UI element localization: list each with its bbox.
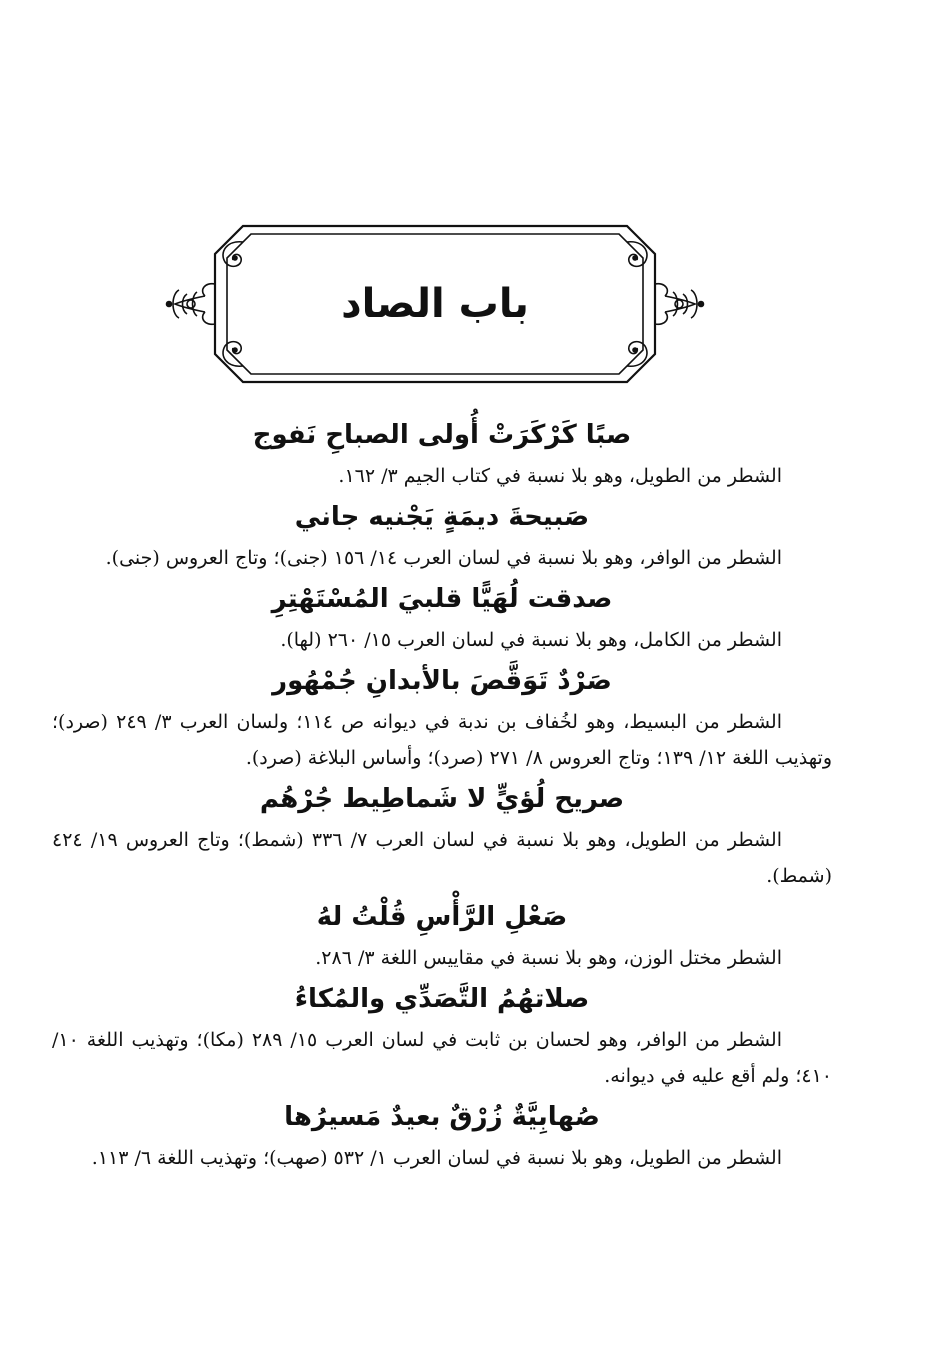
entry <box>52 658 832 776</box>
verse-line: صَبيحةَ ديمَةٍ يَجْنيه جاني <box>294 502 590 532</box>
entry <box>52 494 832 576</box>
chapter-title-frame <box>165 224 705 384</box>
verse-note: الشطر من الطويل، وهو بلا نسبة في كتاب الجيم ٣/ ١٦٢. <box>338 465 782 487</box>
entry <box>52 894 832 976</box>
verse-line: صدقت لُهَيًّا قلبيَ المُسْتَهْتِرِ <box>271 584 613 614</box>
verse-line: صبًا كَرْكَرَتْ أُولى الصباحِ نَفوج <box>252 420 632 450</box>
verse-note: الشطر من الطويل، وهو بلا نسبة في لسان العرب ٧/ ٣٣٦ (شمط)؛ وتاج العروس ١٩/ ٤٢٤ (شمط). <box>52 829 832 887</box>
entries-list <box>52 412 832 1176</box>
verse-note: الشطر من الوافر، وهو بلا نسبة في لسان العرب ١٤/ ١٥٦ (جنى)؛ وتاج العروس (جنى). <box>105 547 782 569</box>
verse-line: صلاتهُمُ التَّصَدِّي والمُكاءُ <box>294 984 590 1014</box>
entry <box>52 776 832 894</box>
entry <box>52 576 832 658</box>
verse-line: صَعْلِ الرَّأْسِ قُلْتُ لهُ <box>316 902 568 932</box>
verse-note: الشطر من البسيط، وهو لخُفاف بن ندبة في ديوانه ص ١١٤؛ ولسان العرب ٣/ ٢٤٩ (صرد)؛ وتهذيب اللغة ١٢/ ١٣٩؛ وتاج العروس ٨/ ٢٧١ (صرد)؛ وأساس البلاغة (صرد). <box>52 711 832 769</box>
verse-line: صَرْدٌ تَوَقَّصَ بالأبدانِ جُمْهُور <box>272 666 612 696</box>
entry <box>52 1094 832 1176</box>
verse-note: الشطر من الكامل، وهو بلا نسبة في لسان العرب ١٥/ ٢٦٠ (لها). <box>280 629 782 651</box>
verse-note: الشطر من الطويل، وهو بلا نسبة في لسان العرب ١/ ٥٣٢ (صهب)؛ وتهذيب اللغة ٦/ ١١٣. <box>91 1147 782 1169</box>
verse-note: الشطر من الوافر، وهو لحسان بن ثابت في لسان العرب ١٥/ ٢٨٩ (مكا)؛ وتهذيب اللغة ١٠/ ٤١٠؛ ولم أقع عليه في ديوانه. <box>52 1029 832 1087</box>
chapter-title: باب الصاد <box>341 281 529 327</box>
entry <box>52 976 832 1094</box>
verse-line: صريح لُؤيٍّ لا شَماطِيط جُرْهُم <box>259 784 625 814</box>
verse-note: الشطر مختل الوزن، وهو بلا نسبة في مقاييس اللغة ٣/ ٢٨٦. <box>315 947 782 969</box>
entry <box>52 412 832 494</box>
verse-line: صُهابِيَّةٌ زُرْقٌ بعيدٌ مَسيرُها <box>284 1102 600 1132</box>
